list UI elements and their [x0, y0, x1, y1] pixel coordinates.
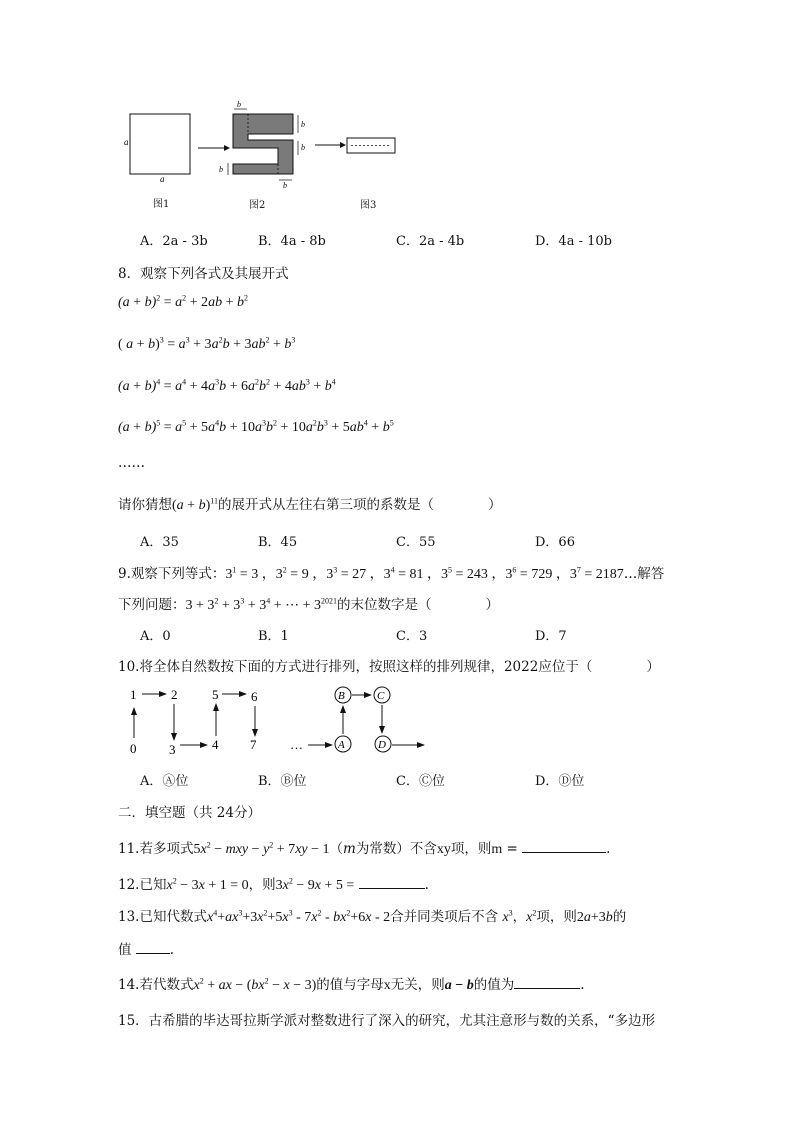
diagram-number-5: 5 — [212, 687, 219, 702]
figure1-label-a-bottom: a — [160, 174, 165, 184]
diagram-letter-c: C — [377, 690, 385, 702]
q8-option-a[interactable]: A．35 — [140, 535, 179, 550]
diagram-letter-d: D — [378, 739, 386, 751]
q9-option-a[interactable]: A．0 — [140, 629, 171, 644]
q8-formula-4: $(a + b)^5 = a^5 + 5a^4b + 10a^3b^2 + 10a^2b^3 + 5ab^4 + b^5$ — [118, 418, 394, 435]
q7-option-d[interactable]: D．4a - 10b — [535, 234, 612, 249]
diagram-number-3: 3 — [169, 742, 176, 757]
q15: 15．古希腊的毕达哥拉斯学派对整数进行了深入的研究，尤其注意形与数的关系，“多边形 — [118, 1013, 656, 1029]
diagram-letter-a: A — [338, 739, 345, 751]
q7-option-a[interactable]: A．2a - 3b — [140, 234, 208, 249]
q8-ellipsis: …… — [118, 455, 145, 471]
q14-answer-blank[interactable] — [514, 976, 580, 989]
q7-figures — [118, 100, 418, 210]
q11-answer-blank[interactable] — [522, 840, 606, 853]
q9-option-c[interactable]: C．3 — [396, 629, 428, 644]
q10-option-b[interactable]: B．Ⓑ位 — [258, 774, 307, 789]
q8-option-c[interactable]: C．55 — [396, 535, 436, 550]
q13-answer-blank[interactable] — [136, 941, 170, 954]
diagram-number-1: 1 — [130, 687, 137, 702]
q10-option-c[interactable]: C．Ⓒ位 — [396, 774, 445, 789]
q8-option-b[interactable]: B．45 — [258, 535, 298, 550]
diagram-ellipsis: … — [290, 737, 303, 752]
q9-option-d[interactable]: D．7 — [535, 629, 567, 644]
q13-line1: 13.已知代数式$x^4+ax^3+3x^2+5x^3 - 7x^2 - bx^2+6x - 2$合并同类项后不含 $x^3$，$x^2$项，则2a+3b的 — [118, 908, 627, 925]
figure2-label-b-right1: b — [301, 120, 305, 129]
q9-line1: 9.观察下列等式：$3^1 = 3$ ，$3^2 = 9$ ，$3^3 = 27$ ，$3^4 = 81$ ，$3^5 = 243$ ，$3^6 = 729$ ，$3^7$ = 2187…解答 — [118, 565, 665, 582]
figure1-caption: 图1 — [153, 199, 170, 210]
q8-formula-3: $(a + b)^4 = a^4 + 4a^3b + 6a^2b^2 + 4ab^3 + b^4$ — [118, 377, 336, 394]
q10-stem: 10.将全体自然数按下面的方式进行排列，按照这样的排列规律，2022应位于（ ） — [118, 659, 660, 675]
q7-option-c[interactable]: C．2a - 4b — [396, 234, 465, 249]
q13-line2: 值 . — [118, 942, 175, 958]
q8-stem: 8．观察下列各式及其展开式 — [118, 266, 289, 282]
figure2-label-b-top: b — [237, 100, 241, 109]
figure2-label-b-bottom: b — [283, 181, 287, 190]
q8-formula-2: ( $a + b)^3 = a^3 + 3a^2b + 3ab^2 + b^3$ — [118, 335, 296, 352]
diagram-number-2: 2 — [171, 687, 178, 702]
q9-line2: 下列问题：$3 + 3^2 + 3^3 + 3^4$ + ⋯ + $3^{2021}$的末位数字是（ ） — [118, 596, 500, 613]
q8-question: 请你猜想$(a + b)^{11}$的展开式从左往右第三项的系数是（ ） — [118, 496, 502, 513]
figure1-square — [130, 114, 190, 174]
figure2-label-b-left: b — [219, 165, 223, 174]
q8-formula-1: $(a + b)^2 = a^2 + 2ab + b^2$ — [118, 293, 248, 310]
q10-option-a[interactable]: A．Ⓐ位 — [140, 774, 189, 789]
q9-option-b[interactable]: B．1 — [258, 629, 289, 644]
diagram-number-6: 6 — [251, 689, 258, 704]
diagram-letter-b: B — [338, 690, 345, 702]
q12-answer-blank[interactable] — [359, 876, 425, 889]
diagram-number-4: 4 — [212, 737, 219, 752]
q12: 12.已知$x^2 - 3x + 1 = 0$，则$3x^2 - 9x + 5$ = . — [118, 876, 429, 893]
q10-option-d[interactable]: D．Ⓓ位 — [535, 774, 585, 789]
figure2-label-b-right2: b — [301, 143, 305, 152]
q11: 11.若多项式$5x^2$ − mxy − $y^2 + 7xy - 1(m$为常数）不含xy项，则m = . — [118, 840, 611, 857]
q10-number-diagram — [118, 678, 438, 758]
diagram-number-0: 0 — [130, 741, 137, 756]
figure1-label-a-side: a — [124, 137, 129, 147]
diagram-number-7: 7 — [250, 737, 257, 752]
figure2-caption: 图2 — [249, 200, 266, 211]
q7-option-b[interactable]: B．4a - 8b — [258, 234, 326, 249]
q14: 14.若代数式$x^2$ + ax − $(bx^2 - x - 3)$的值与字母x无关，则a − b的值为 . — [118, 976, 585, 993]
figure2-s-shape — [233, 114, 293, 174]
section2-heading: 二．填空题（共 24分） — [118, 805, 261, 821]
q8-option-d[interactable]: D．66 — [535, 535, 575, 550]
figure3-caption: 图3 — [360, 200, 377, 211]
